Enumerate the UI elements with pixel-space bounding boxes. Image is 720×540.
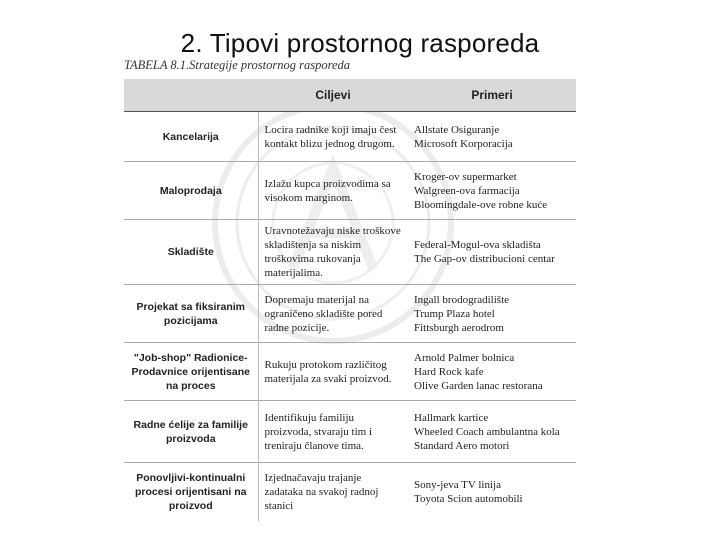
goal-cell: Izlažu kupca proizvodima sa visokom marginom. bbox=[258, 162, 408, 220]
example-item: Wheeled Coach ambulantna kola bbox=[414, 425, 560, 438]
example-item: Microsoft Korporacija bbox=[414, 137, 513, 150]
strategy-cell: Maloprodaja bbox=[124, 162, 258, 220]
table-row bbox=[124, 112, 576, 162]
header-strategy-blank bbox=[124, 79, 258, 112]
strategy-cell: Projekat sa fiksiranim pozicijama bbox=[124, 285, 258, 343]
examples-cell bbox=[408, 162, 576, 220]
strategy-cell: Radne ćelije za familije proizvoda bbox=[124, 401, 258, 463]
slide-title: 2. Tipovi prostornog rasporeda bbox=[180, 28, 540, 58]
header-goals: Ciljevi bbox=[258, 79, 408, 112]
goal-cell: Identifikuju familiju proizvoda, stvaraju tim i treniraju članove tima. bbox=[258, 401, 408, 463]
example-item: Sony-jeva TV linija bbox=[414, 478, 501, 491]
example-item: Bloomingdale-ove robne kuće bbox=[414, 198, 548, 211]
table-row bbox=[124, 162, 576, 220]
goal-cell: Rukuju protokom različitog materijala za svaki proizvod. bbox=[258, 343, 408, 401]
table-row bbox=[124, 343, 576, 401]
example-item: Walgreen-ova farmacija bbox=[414, 184, 520, 197]
example-item: The Gap-ov distribucioni centar bbox=[414, 253, 555, 265]
example-item: Arnold Palmer bolnica bbox=[414, 351, 515, 364]
example-item: Trump Plaza hotel bbox=[414, 307, 495, 320]
examples-cell bbox=[408, 220, 576, 285]
example-item: Ingall brodogradilište bbox=[414, 293, 510, 306]
table-row bbox=[124, 285, 576, 343]
examples-cell bbox=[408, 401, 576, 463]
table-caption: TABELA 8.1.Strategije prostornog rasporeda bbox=[124, 58, 351, 72]
examples-cell bbox=[408, 343, 576, 401]
table-row bbox=[124, 220, 576, 285]
strategy-cell: "Job-shop" Radionice-Prodavnice orijentisane na proces bbox=[124, 343, 258, 401]
header-examples: Primeri bbox=[408, 79, 576, 112]
goal-cell: Izjednačavaju trajanje zadataka na svakoj radnoj stanici bbox=[258, 463, 408, 521]
examples-cell bbox=[408, 463, 576, 521]
goal-cell: Uravnotežavaju niske troškove skladištenja sa niskim troškovima rukovanja materijalima. bbox=[258, 220, 408, 285]
example-item: Standard Aero motori bbox=[414, 439, 510, 452]
table-row bbox=[124, 463, 576, 521]
goal-cell: Locira radnike koji imaju čest kontakt blizu jednog drugom. bbox=[258, 112, 408, 162]
examples-cell bbox=[408, 285, 576, 343]
example-item: Hallmark kartice bbox=[414, 411, 489, 424]
strategy-table bbox=[124, 79, 576, 521]
strategy-cell: Ponovljivi-kontinualni procesi orijentisani na proizvod bbox=[124, 463, 258, 521]
strategy-cell: Kancelarija bbox=[162, 130, 219, 143]
examples-cell bbox=[408, 112, 576, 162]
example-item: Kroger-ov supermarket bbox=[414, 170, 517, 183]
strategy-cell: Skladište bbox=[124, 220, 258, 285]
example-item: Toyota Scion automobili bbox=[414, 492, 523, 505]
goal-cell: Dopremaju materijal na ograničeno skladište pored radne pozicije. bbox=[258, 285, 408, 343]
table-row bbox=[124, 401, 576, 463]
example-item: Allstate Osiguranje bbox=[414, 123, 500, 136]
example-item: Federal-Mogul-ova skladišta bbox=[414, 239, 541, 251]
table-header-row bbox=[124, 79, 576, 112]
example-item: Olive Garden lanac restorana bbox=[414, 379, 543, 392]
example-item: Fittsburgh aerodrom bbox=[414, 321, 504, 334]
example-item: Hard Rock kafe bbox=[414, 365, 484, 378]
